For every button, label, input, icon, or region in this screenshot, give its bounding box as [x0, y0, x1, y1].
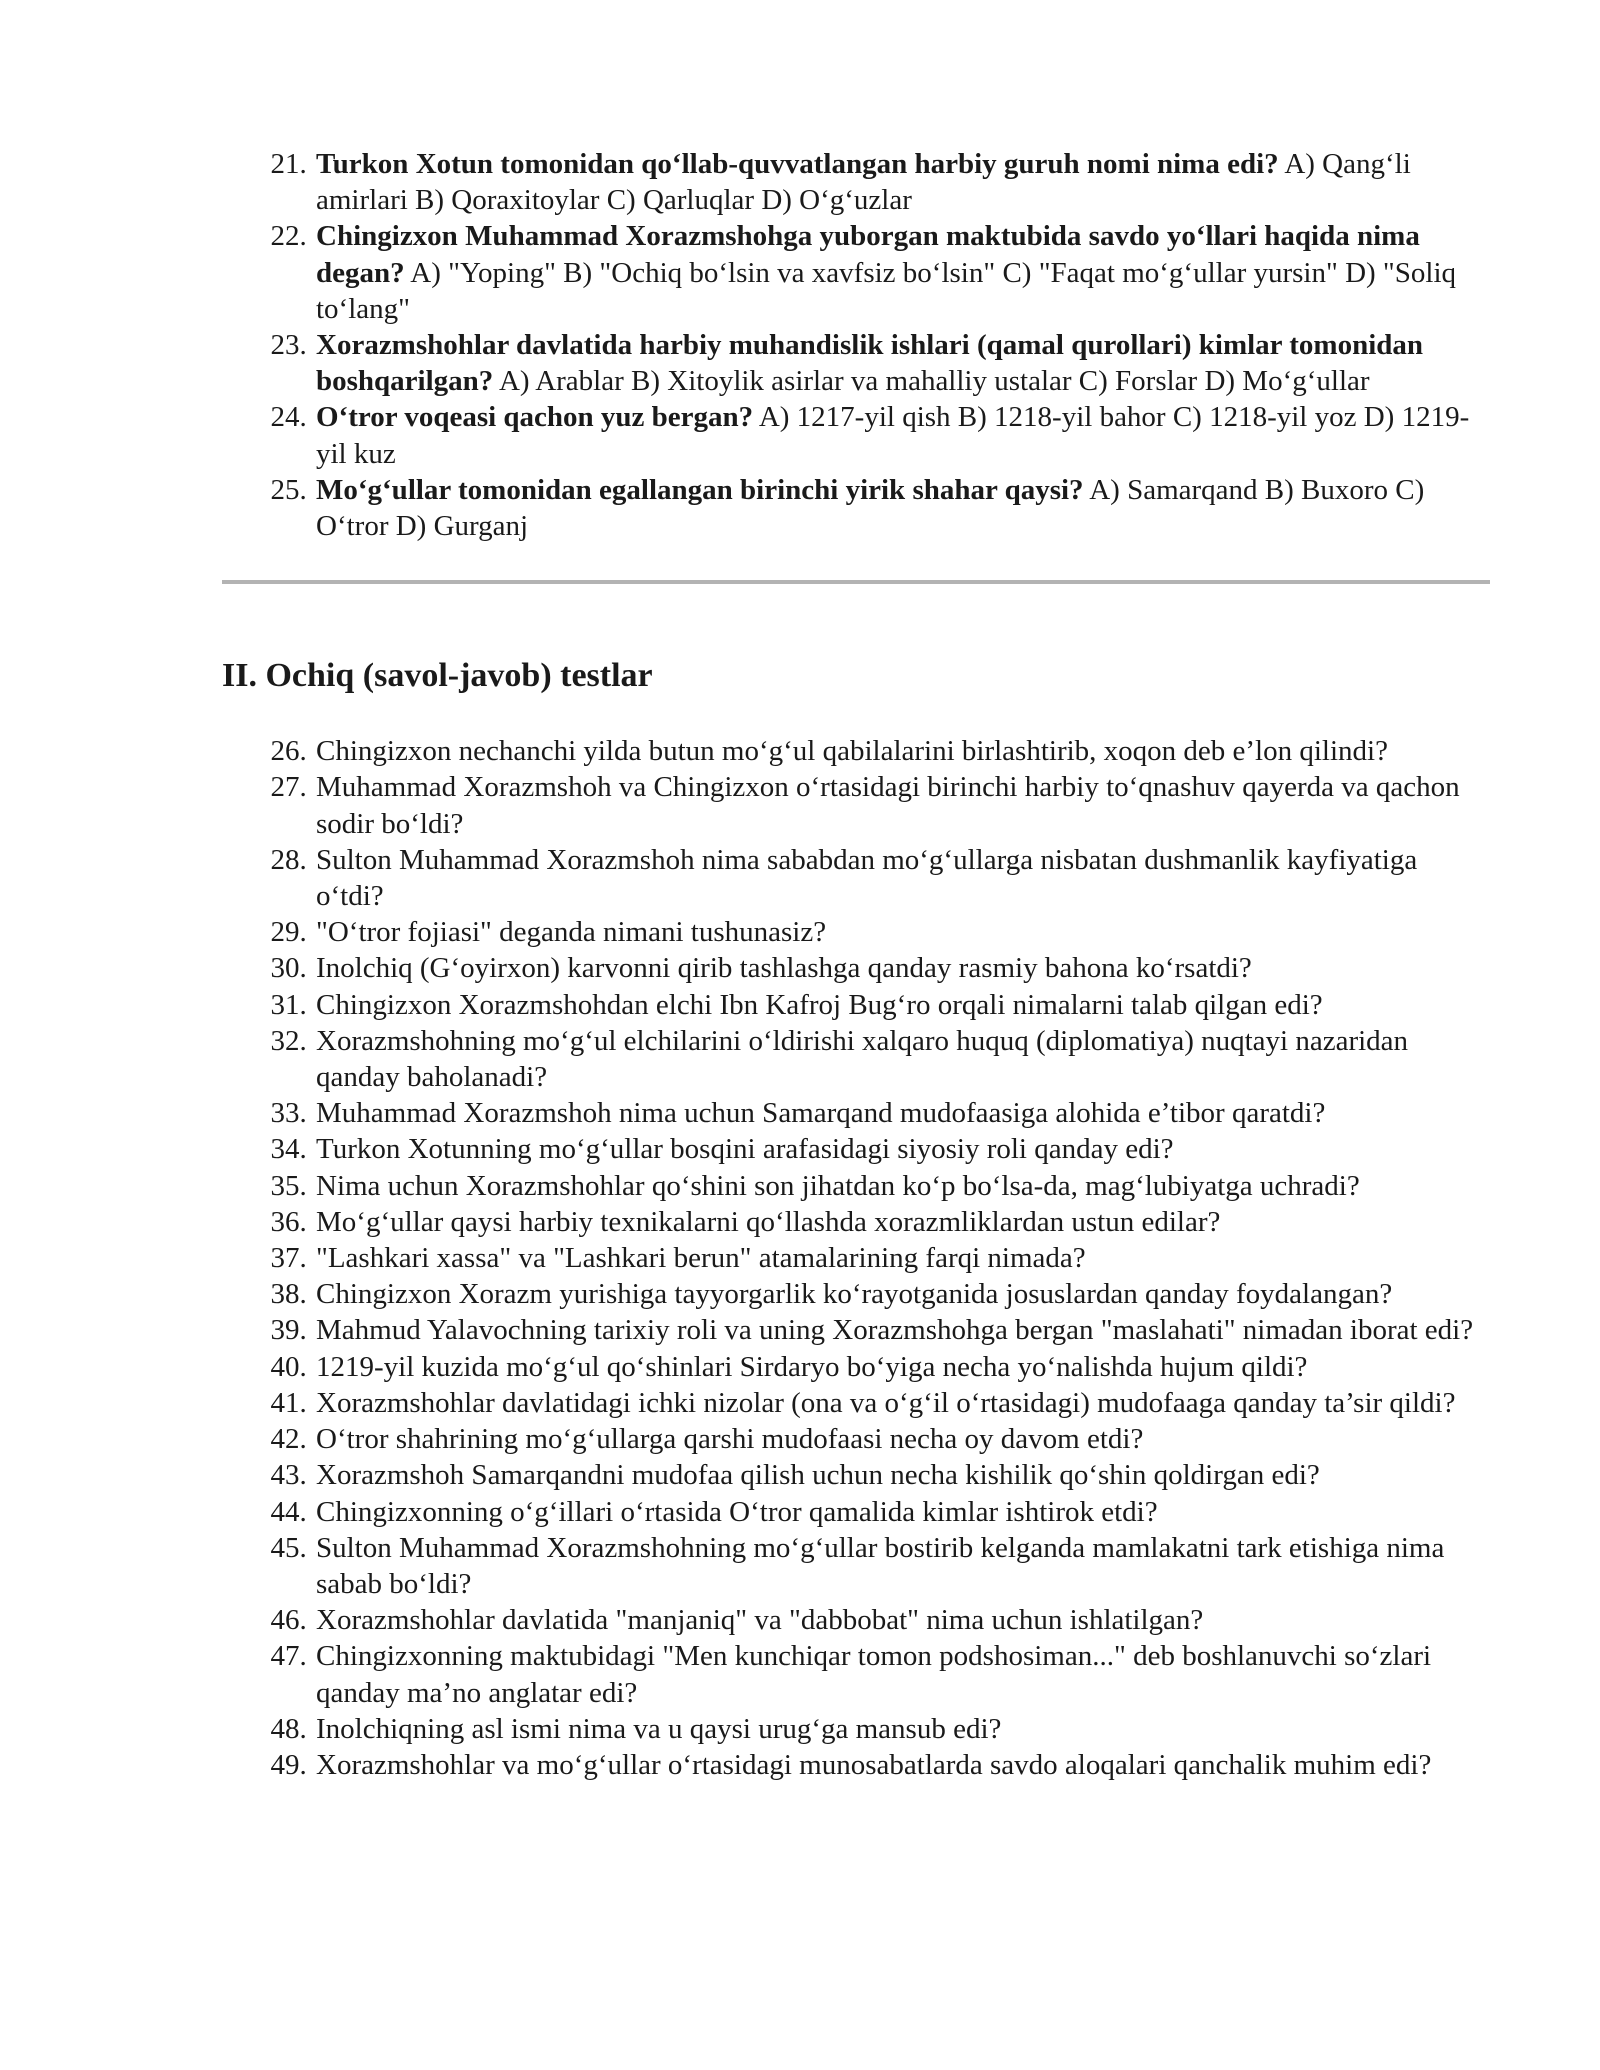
list-item: 34. Turkon Xotunning mo‘g‘ullar bosqini arafasidagi siyosiy roli qanday edi?: [314, 1131, 1490, 1167]
list-item: [314, 146, 1490, 218]
list-item: 33. Muhammad Xorazmshoh nima uchun Samarqand mudofaasiga alohida e’tibor qaratdi?: [314, 1095, 1490, 1131]
list-item: 39. Mahmud Yalavochning tarixiy roli va uning Xorazmshohga bergan "maslahati" nimadan iborat edi?: [314, 1312, 1490, 1348]
answer-options: A) Arablar B) Xitoylik asirlar va mahalliy ustalar C) Forslar D) Mo‘g‘ullar: [498, 365, 1370, 398]
list-item: 31. Chingizxon Xorazmshohdan elchi Ibn Kafroj Bug‘ro orqali nimalarni talab qilgan edi?: [314, 987, 1490, 1023]
open-question-list: [222, 733, 1490, 1783]
list-item: 48. Inolchiqning asl ismi nima va u qaysi urug‘ga mansub edi?: [314, 1711, 1490, 1747]
list-item: 46. Xorazmshohlar davlatida "manjaniq" va "dabbobat" nima uchun ishlatilgan?: [314, 1602, 1490, 1638]
list-item: 32. Xorazmshohning mo‘g‘ul elchilarini o‘ldirishi xalqaro huquq (diplomatiya) nuqtayi nazaridan qanday baholanadi?: [314, 1023, 1490, 1095]
list-item: 47. Chingizxonning maktubidagi "Men kunchiqar tomon podshosiman..." deb boshlanuvchi so‘zlari qanday ma’no anglatar edi?: [314, 1638, 1490, 1710]
list-item: 38. Chingizxon Xorazm yurishiga tayyorgarlik ko‘rayotganida josuslardan qanday foydalangan?: [314, 1276, 1490, 1312]
list-item: 40. 1219-yil kuzida mo‘g‘ul qo‘shinlari Sirdaryo bo‘yiga necha yo‘nalishda hujum qildi?: [314, 1349, 1490, 1385]
list-item: [314, 218, 1490, 327]
list-item: 37. "Lashkari xassa" va "Lashkari berun" atamalarining farqi nimada?: [314, 1240, 1490, 1276]
question-text: O‘tror voqeasi qachon yuz bergan?: [316, 401, 754, 434]
list-item: 30. Inolchiq (G‘oyirxon) karvonni qirib tashlashga qanday rasmiy bahona ko‘rsatdi?: [314, 950, 1490, 986]
answer-options: A) Samarqand B) Buxoro C) O‘tror D) Gurganj: [316, 473, 1425, 543]
question-text: Turkon Xotun tomonidan qo‘llab-quvvatlangan harbiy guruh nomi nima edi?: [316, 148, 1279, 180]
answer-options: A) "Yoping" B) "Ochiq bo‘lsin va xavfsiz bo‘lsin" C) "Faqat mo‘g‘ullar yursin" D) "Soliq to‘lang": [316, 256, 1456, 325]
closed-question-list: [222, 146, 1490, 544]
list-item: 35. Nima uchun Xorazmshohlar qo‘shini son jihatdan ko‘p bo‘lsa-da, mag‘lubiyatga uchradi?: [314, 1168, 1490, 1204]
answer-options: A) Qang‘li amirlari B) Qoraxitoylar C) Qarluqlar D) O‘g‘uzlar: [316, 148, 1411, 217]
section-divider: [222, 580, 1490, 584]
list-item: 27. Muhammad Xorazmshoh va Chingizxon o‘rtasidagi birinchi harbiy to‘qnashuv qayerda va qachon sodir bo‘ldi?: [314, 769, 1490, 841]
list-item: 36. Mo‘g‘ullar qaysi harbiy texnikalarni qo‘llashda xorazmliklardan ustun edilar?: [314, 1204, 1490, 1240]
list-item: 28. Sulton Muhammad Xorazmshoh nima sababdan mo‘g‘ullarga nisbatan dushmanlik kayfiyatiga o‘tdi?: [314, 842, 1490, 914]
list-item: 43. Xorazmshoh Samarqandni mudofaa qilish uchun necha kishilik qo‘shin qoldirgan edi?: [314, 1457, 1490, 1493]
list-item: [314, 327, 1490, 399]
list-item: 26. Chingizxon nechanchi yilda butun mo‘g‘ul qabilalarini birlashtirib, xoqon deb e’lon qilindi?: [314, 733, 1490, 769]
list-item: 44. Chingizxonning o‘g‘illari o‘rtasida O‘tror qamalida kimlar ishtirok etdi?: [314, 1494, 1490, 1530]
question-text: Xorazmshohlar davlatida harbiy muhandislik ishlari (qamal qurollari) kimlar tomonidan boshqarilgan?: [316, 329, 1424, 398]
question-text: Mo‘g‘ullar tomonidan egallangan birinchi yirik shahar qaysi?: [316, 473, 1084, 506]
list-item: [314, 399, 1490, 471]
list-item: 41. Xorazmshohlar davlatidagi ichki nizolar (ona va o‘g‘il o‘rtasidagi) mudofaaga qanday ta’sir qildi?: [314, 1385, 1490, 1421]
question-text: Chingizxon Muhammad Xorazmshohga yuborgan maktubida savdo yo‘llari haqida nima degan?: [316, 220, 1420, 289]
list-item: 45. Sulton Muhammad Xorazmshohning mo‘g‘ullar bostirib kelganda mamlakatni tark etishiga nima sabab bo‘ldi?: [314, 1530, 1490, 1602]
section-title: II. Ochiq (savol-javob) testlar: [222, 657, 653, 695]
list-item: 42. O‘tror shahrining mo‘g‘ullarga qarshi mudofaasi necha oy davom etdi?: [314, 1421, 1490, 1457]
answer-options: A) 1217-yil qish B) 1218-yil bahor C) 1218-yil yoz D) 1219-yil kuz: [316, 401, 1470, 470]
list-item: [314, 472, 1490, 544]
list-item: 49. Xorazmshohlar va mo‘g‘ullar o‘rtasidagi munosabatlarda savdo aloqalari qanchalik muhim edi?: [314, 1747, 1490, 1783]
document-page: [222, 146, 1490, 1783]
list-item: 29. "O‘tror fojiasi" deganda nimani tushunasiz?: [314, 914, 1490, 950]
